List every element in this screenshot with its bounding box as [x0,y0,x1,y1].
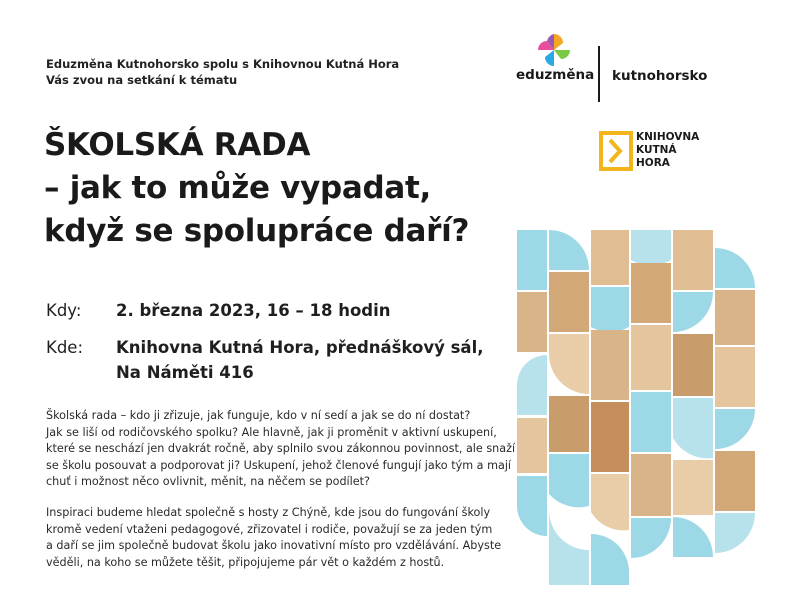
body-paragraph-2: Inspiraci budeme hledat společně s hosty z Chýně, kde jsou do fungování školy kromě vedení vtaženi pedagogové, zřizovatel i rodiče, považují se za jeden tým a daří se jim společně budovat školu jako inovativní místo pro vzdělávání. Abyste věděli, na koho se můžete těšit, připojujeme pár vět o každém z hostů. [46,505,502,569]
when-value: 2. března 2023, 16 – 18 hodin [116,301,391,320]
intro-line-organizers: Eduzměna Kutnohorsko spolu s Knihovnou Kutná Hora [46,57,400,71]
event-info [46,298,484,385]
where-value-line1: Knihovna Kutná Hora, přednáškový sál, [116,338,484,357]
title-line-3: když se spolupráce daří? [44,213,470,249]
page-title [44,124,469,253]
event-where [46,335,484,360]
eduzmena-wordmark: eduzměna [516,67,595,83]
body-text [46,408,516,585]
intro-text [46,56,399,88]
where-label: Kde: [46,338,84,357]
library-name [636,131,699,170]
eduzmena-logo [516,32,606,92]
library-k-icon [598,130,636,172]
pinwheel-icon [534,32,574,68]
logo-divider [598,46,600,102]
when-label: Kdy: [46,301,82,320]
title-line-2: – jak to může vypadat, [44,170,432,206]
intro-line-invitation: Vás zvou na setkání k tématu [46,73,238,87]
title-line-1: ŠKOLSKÁ RADA [44,127,311,163]
library-name-line2: KUTNÁ [636,144,677,156]
library-name-line3: HORA [636,157,670,169]
body-paragraph-1: Školská rada – kdo ji zřizuje, jak funguje, kdo v ní sedí a jak se do ní dostat? Jak se liší od rodičovského spolku? Ale hlavně, jak ji proměnit v aktivní uskupení, které se neschází jen dvakrát ročně, aby splnilo svou zákonnou povinnost, ale snaží se školu posouvat a podporovat ji? Uskupení, jehož členové fungují jako tým a mají chuť i možnost něco ovlivnit, měnit, na něčem se podílet? [46,409,516,489]
library-name-line1: KNIHOVNA [636,131,700,143]
puzzle-photo-collage [517,230,765,585]
event-when [46,298,484,323]
where-value-line2: Na Náměti 416 [116,363,254,382]
library-logo [598,130,718,180]
kutnohorsko-wordmark: kutnohorsko [612,68,708,84]
